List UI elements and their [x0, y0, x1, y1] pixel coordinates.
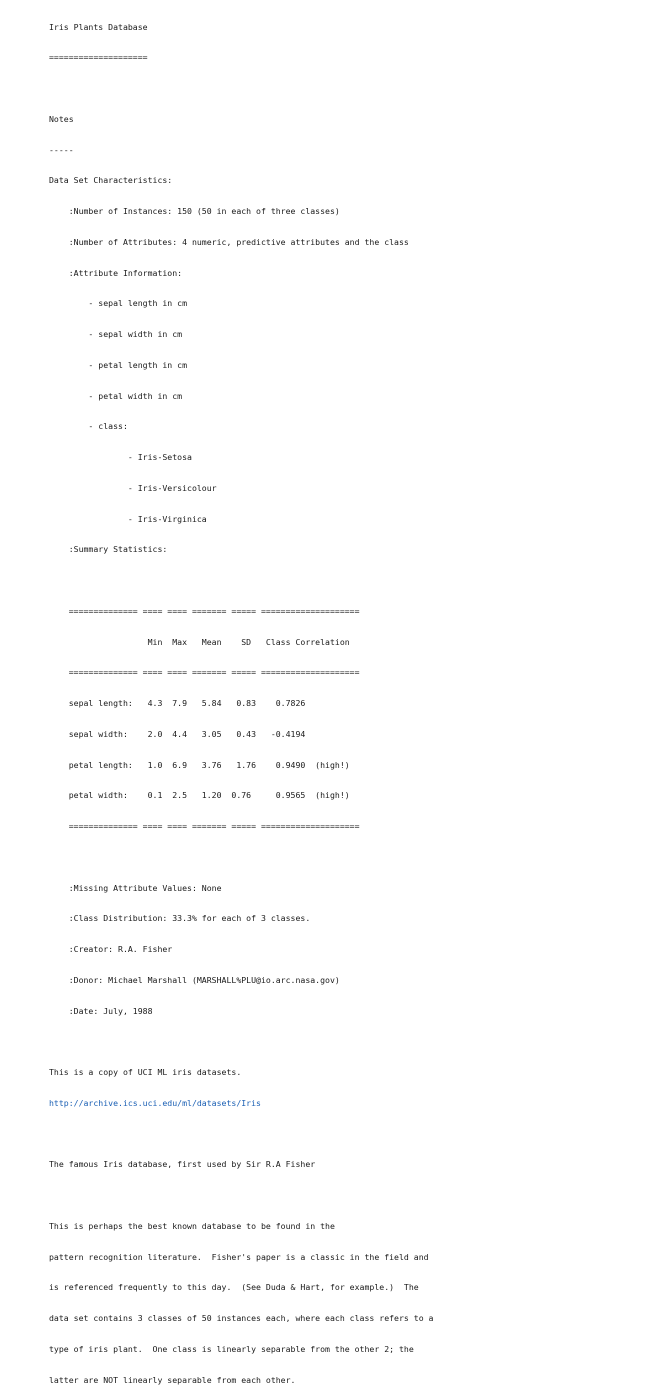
table-row: petal width: 0.1 2.5 1.20 0.76 0.9565 (high!) — [49, 790, 350, 801]
attribute-item: - petal width in cm — [49, 390, 183, 401]
summary-heading: :Summary Statistics: — [49, 544, 168, 555]
table-row: petal length: 1.0 6.9 3.76 1.76 0.9490 (high!) — [49, 759, 350, 770]
instances-line: :Number of Instances: 150 (50 in each of three classes) — [49, 206, 340, 216]
creator-line: :Creator: R.A. Fisher — [49, 944, 173, 954]
blank-line — [49, 1036, 434, 1046]
blank-line — [49, 575, 434, 585]
class-distribution-line: :Class Distribution: 33.3% for each of 3 classes. — [49, 913, 311, 924]
description-line: latter are NOT linearly separable from each other. — [49, 1374, 296, 1385]
attribute-item: - class: — [49, 421, 128, 432]
dataset-description — [49, 1, 434, 1395]
notes-underline: ----- — [49, 144, 74, 155]
description-line: This is perhaps the best known database to be found in the — [49, 1220, 335, 1231]
uci-iris-link[interactable]: http://archive.ics.uci.edu/ml/datasets/Iris — [49, 1097, 261, 1108]
description-line: is referenced frequently to this day. (See Duda & Hart, for example.) The — [49, 1282, 419, 1293]
attribute-item: - sepal length in cm — [49, 298, 188, 309]
missing-values-line: :Missing Attribute Values: None — [49, 882, 222, 893]
donor-line: :Donor: Michael Marshall (MARSHALL%PLU@io.arc.nasa.gov) — [49, 974, 340, 985]
blank-line — [49, 1190, 434, 1200]
table-rule-top: ============== ==== ==== ======= ===== ==================== — [49, 605, 360, 616]
table-rule-mid: ============== ==== ==== ======= ===== ==================== — [49, 667, 360, 678]
table-row: sepal width: 2.0 4.4 3.05 0.43 -0.4194 — [49, 728, 306, 739]
class-item: - Iris-Versicolour — [49, 482, 217, 493]
table-header: Min Max Mean SD Class Correlation — [49, 636, 350, 647]
attributes-line: :Number of Attributes: 4 numeric, predictive attributes and the class — [49, 236, 409, 247]
table-row: sepal length: 4.3 7.9 5.84 0.83 0.7826 — [49, 698, 306, 708]
copy-note: This is a copy of UCI ML iris datasets. — [49, 1067, 242, 1077]
class-item: - Iris-Virginica — [49, 513, 207, 524]
description-line: pattern recognition literature. Fisher's paper is a classic in the field and — [49, 1251, 429, 1262]
class-item: - Iris-Setosa — [49, 452, 192, 462]
attribute-item: - petal length in cm — [49, 359, 188, 370]
blank-line — [49, 83, 434, 93]
attribute-info-heading: :Attribute Information: — [49, 267, 183, 278]
date-line: :Date: July, 1988 — [49, 1005, 153, 1016]
link-line — [49, 1098, 434, 1108]
title-underline: ==================== — [49, 52, 148, 63]
characteristics-heading: Data Set Characteristics: — [49, 175, 173, 186]
famous-note: The famous Iris database, first used by Sir R.A Fisher — [49, 1159, 316, 1170]
attribute-item: - sepal width in cm — [49, 329, 183, 339]
table-rule-bottom: ============== ==== ==== ======= ===== ==================== — [49, 821, 360, 831]
description-line: type of iris plant. One class is linearly separable from the other 2; the — [49, 1343, 414, 1354]
blank-line — [49, 852, 434, 862]
notes-heading: Notes — [49, 113, 74, 124]
doc-title: Iris Plants Database — [49, 21, 148, 32]
description-line: data set contains 3 classes of 50 instances each, where each class refers to a — [49, 1313, 434, 1323]
blank-line — [49, 1129, 434, 1139]
